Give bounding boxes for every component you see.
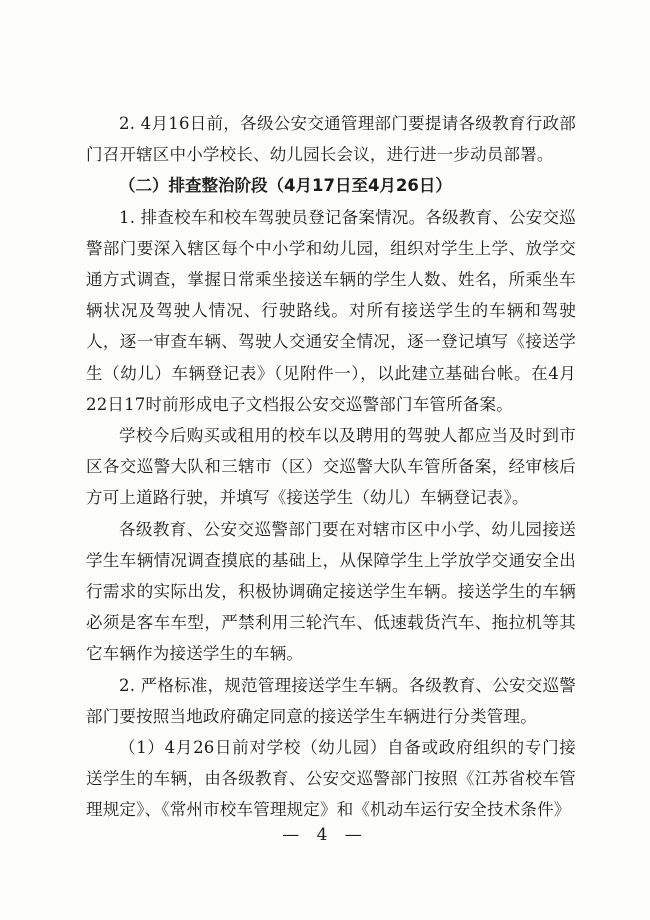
section-heading: （二）排查整治阶段（4月17日至4月26日） bbox=[119, 176, 452, 196]
paragraph: 学校今后购买或租用的校车以及聘用的驾驶人都应当及时到市区各交巡警大队和三辖市（区）交巡警大队车管所备案，经审核后方可上道路行驶，并填写《接送学生（幼儿）车辆登记表》。 bbox=[86, 426, 576, 508]
paragraph: （1）4月26日前对学校（幼儿园）自备或政府组织的专门接送学生的车辆，由各级教育、公安交巡警部门按照《江苏省校车管理规定》、《常州市校车管理规定》和《机动车运行安全技术条件》 bbox=[86, 738, 576, 820]
paragraph: 各级教育、公安交巡警部门要在对辖市区中小学、幼儿园接送学生车辆情况调查摸底的基础上，从保障学生上学放学交通安全出行需求的实际出发，积极协调确定接送学生车辆。接送学生的车辆必须是客车车型，严禁利用三轮汽车、低速载货汽车、拖拉机等其它车辆作为接送学生的车辆。 bbox=[86, 519, 576, 664]
paragraph: 2. 4月16日前，各级公安交通管理部门要提请各级教育行政部门召开辖区中小学校长、幼儿园长会议，进行进一步动员部署。 bbox=[86, 114, 576, 165]
document-body bbox=[86, 108, 576, 826]
paragraph: 2. 严格标准，规范管理接送学生车辆。各级教育、公安交巡警部门要按照当地政府确定同意的接送学生车辆进行分类管理。 bbox=[86, 675, 576, 726]
page-number: — 4 — bbox=[282, 825, 368, 845]
paragraph: 1. 排查校车和校车驾驶员登记备案情况。各级教育、公安交巡警部门要深入辖区每个中小学和幼儿园，组织对学生上学、放学交通方式调查，掌握日常乘坐接送车辆的学生人数、姓名，所乘坐车辆状况及驾驶人情况、行驶路线。对所有接送学生的车辆和驾驶人，逐一审查车辆、驾驶人交通安全情况，逐一登记填写《接送学生（幼儿）车辆登记表》（见附件一），以此建立基础台帐。在4月22日17时前形成电子文档报公安交巡警部门车管所备案。 bbox=[86, 207, 576, 414]
